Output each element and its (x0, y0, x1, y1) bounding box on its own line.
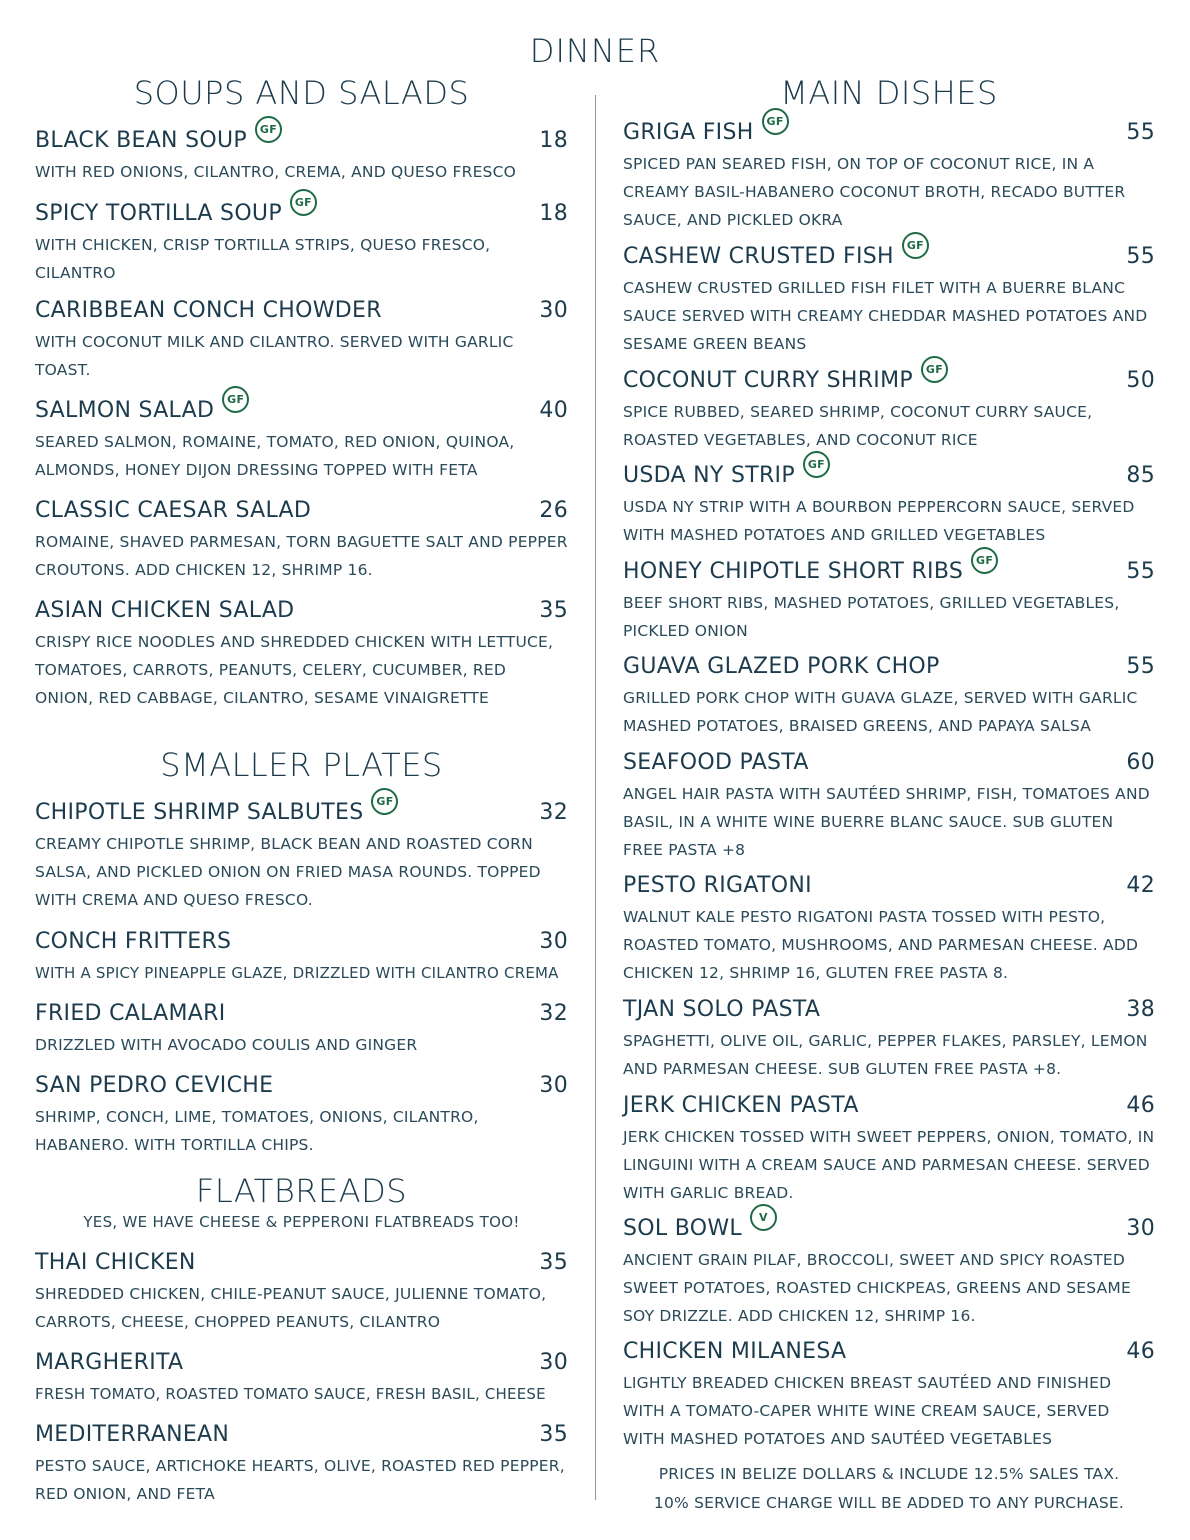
gluten-free-icon: GF (222, 386, 249, 413)
item-description: SEARED SALMON, ROMAINE, TOMATO, RED ONION, QUINOA, ALMONDS, HONEY DIJON DRESSING TOPPED WITH FETA (35, 433, 515, 479)
item-name: COCONUT CURRY SHRIMP (623, 367, 913, 393)
item-name: CHIPOTLE SHRIMP SALBUTES (35, 799, 364, 825)
item-name: FRIED CALAMARI (35, 1000, 226, 1026)
item-price: 55 (1126, 558, 1155, 584)
item-price: 30 (1126, 1215, 1155, 1241)
footer-tax-note: PRICES IN BELIZE DOLLARS & INCLUDE 12.5% SALES TAX. (658, 1465, 1120, 1483)
gluten-free-icon: GF (921, 356, 948, 383)
menu-item-jerk-chicken-pasta (623, 1091, 1155, 1207)
item-price: 32 (539, 1000, 568, 1026)
item-price: 50 (1126, 367, 1155, 393)
menu-item-griga-fish (623, 114, 1155, 234)
item-name: SAN PEDRO CEVICHE (35, 1072, 274, 1098)
gluten-free-icon: GF (255, 116, 282, 143)
item-price: 32 (539, 799, 568, 825)
item-name: CLASSIC CAESAR SALAD (35, 497, 312, 523)
item-price: 40 (539, 397, 568, 423)
item-name: MEDITERRANEAN (35, 1421, 230, 1447)
item-price: 30 (539, 297, 568, 323)
item-description: GRILLED PORK CHOP WITH GUAVA GLAZE, SERVED WITH GARLIC MASHED POTATOES, BRAISED GREENS, AND PAPAYA SALSA (623, 689, 1138, 735)
item-price: 18 (539, 127, 568, 153)
menu-item-caribbean-conch-chowder (35, 296, 568, 384)
item-name: BLACK BEAN SOUP (35, 127, 247, 153)
soups-section-title: SOUPS AND SALADS (133, 74, 470, 112)
menu-item-mediterranean (35, 1420, 568, 1508)
menu-item-black-bean-soup (35, 122, 568, 186)
menu-item-margherita (35, 1348, 568, 1408)
item-description: SPAGHETTI, OLIVE OIL, GARLIC, PEPPER FLAKES, PARSLEY, LEMON AND PARMESAN CHEESE. SUB GLUTEN FREE PASTA +8. (623, 1032, 1148, 1078)
flatbreads-section-title: FLATBREADS (195, 1172, 408, 1210)
item-description: WITH A SPICY PINEAPPLE GLAZE, DRIZZLED WITH CILANTRO CREMA (35, 964, 559, 982)
item-price: 46 (1126, 1092, 1155, 1118)
menu-item-tjan-solo-pasta (623, 995, 1155, 1083)
menu-item-sol-bowl (623, 1210, 1155, 1330)
menu-item-honey-chipotle-short-ribs (623, 553, 1155, 645)
gluten-free-icon: GF (902, 232, 929, 259)
item-name: SEAFOOD PASTA (623, 749, 809, 775)
item-price: 30 (539, 1072, 568, 1098)
item-description: JERK CHICKEN TOSSED WITH SWEET PEPPERS, ONION, TOMATO, IN LINGUINI WITH A CREAM SAUCE AND PARMESAN CHEESE. SERVED WITH GARLIC BREAD. (623, 1128, 1155, 1202)
item-name: CHICKEN MILANESA (623, 1338, 847, 1364)
item-description: SHRIMP, CONCH, LIME, TOMATOES, ONIONS, CILANTRO, HABANERO. WITH TORTILLA CHIPS. (35, 1108, 479, 1154)
main-dishes-section-title: MAIN DISHES (780, 74, 998, 112)
menu-item-conch-fritters (35, 927, 568, 987)
item-name: JERK CHICKEN PASTA (623, 1092, 859, 1118)
menu-item-thai-chicken (35, 1248, 568, 1336)
page-title: DINNER (529, 32, 661, 70)
item-price: 55 (1126, 243, 1155, 269)
item-price: 55 (1126, 653, 1155, 679)
item-name: THAI CHICKEN (35, 1249, 196, 1275)
item-price: 18 (539, 200, 568, 226)
item-description: CASHEW CRUSTED GRILLED FISH FILET WITH A BUERRE BLANC SAUCE SERVED WITH CREAMY CHEDDAR MASHED POTATOES AND SESAME GREEN BEANS (623, 279, 1148, 353)
menu-item-classic-caesar-salad (35, 496, 568, 584)
item-description: SHREDDED CHICKEN, CHILE-PEANUT SAUCE, JULIENNE TOMATO, CARROTS, CHEESE, CHOPPED PEANUTS, CILANTRO (35, 1285, 547, 1331)
item-name: CONCH FRITTERS (35, 928, 232, 954)
item-price: 46 (1126, 1338, 1155, 1364)
item-price: 35 (539, 597, 568, 623)
menu-item-seafood-pasta (623, 748, 1155, 864)
flatbreads-note: YES, WE HAVE CHEESE & PEPPERONI FLATBREADS TOO! (83, 1213, 520, 1231)
gluten-free-icon: GF (762, 108, 789, 135)
item-price: 30 (539, 928, 568, 954)
item-price: 85 (1126, 462, 1155, 488)
item-price: 35 (539, 1421, 568, 1447)
item-price: 30 (539, 1349, 568, 1375)
menu-item-usda-ny-strip (623, 457, 1155, 549)
menu-item-salmon-salad (35, 392, 568, 484)
item-description: WITH RED ONIONS, CILANTRO, CREMA, AND QUESO FRESCO (35, 163, 517, 181)
item-description: SPICE RUBBED, SEARED SHRIMP, COCONUT CURRY SAUCE, ROASTED VEGETABLES, AND COCONUT RICE (623, 403, 1093, 449)
item-price: 26 (539, 497, 568, 523)
item-name: GRIGA FISH (623, 119, 754, 145)
item-name: GUAVA GLAZED PORK CHOP (623, 653, 940, 679)
footer-service-note: 10% SERVICE CHARGE WILL BE ADDED TO ANY PURCHASE. (653, 1494, 1125, 1512)
item-description: USDA NY STRIP WITH A BOURBON PEPPERCORN SAUCE, SERVED WITH MASHED POTATOES AND GRILLED VEGETABLES (623, 498, 1135, 544)
item-name: SOL BOWL (623, 1215, 742, 1241)
item-description: WALNUT KALE PESTO RIGATONI PASTA TOSSED WITH PESTO, ROASTED TOMATO, MUSHROOMS, AND PARMESAN CHEESE. ADD CHICKEN 12, SHRIMP 16, GLUTEN FREE PASTA 8. (623, 908, 1139, 982)
menu-item-chipotle-shrimp-salbutes (35, 794, 568, 914)
vegetarian-icon: V (750, 1204, 777, 1231)
gluten-free-icon: GF (371, 788, 398, 815)
item-price: 55 (1126, 119, 1155, 145)
menu-item-fried-calamari (35, 999, 568, 1059)
smaller-plates-section-title: SMALLER PLATES (160, 746, 443, 784)
item-name: ASIAN CHICKEN SALAD (35, 597, 295, 623)
column-divider (595, 95, 596, 1500)
item-description: WITH CHICKEN, CRISP TORTILLA STRIPS, QUESO FRESCO, CILANTRO (35, 236, 491, 282)
menu-item-chicken-milanesa (623, 1337, 1155, 1453)
item-description: SPICED PAN SEARED FISH, ON TOP OF COCONUT RICE, IN A CREAMY BASIL-HABANERO COCONUT BROTH, RECADO BUTTER SAUCE, AND PICKLED OKRA (623, 155, 1126, 229)
item-description: LIGHTLY BREADED CHICKEN BREAST SAUTÉED AND FINISHED WITH A TOMATO-CAPER WHITE WINE CREAM SAUCE, SERVED WITH MASHED POTATOES AND SAUTÉED VEGETABLES (623, 1374, 1112, 1448)
item-price: 60 (1126, 749, 1155, 775)
item-name: PESTO RIGATONI (623, 872, 812, 898)
item-description: FRESH TOMATO, ROASTED TOMATO SAUCE, FRESH BASIL, CHEESE (35, 1385, 546, 1403)
item-price: 35 (539, 1249, 568, 1275)
item-price: 38 (1126, 996, 1155, 1022)
menu-item-asian-chicken-salad (35, 596, 568, 712)
menu-item-san-pedro-ceviche (35, 1071, 568, 1159)
item-description: BEEF SHORT RIBS, MASHED POTATOES, GRILLED VEGETABLES, PICKLED ONION (623, 594, 1120, 640)
item-description: ROMAINE, SHAVED PARMESAN, TORN BAGUETTE SALT AND PEPPER CROUTONS. ADD CHICKEN 12, SHRIMP 16. (35, 533, 568, 579)
item-description: DRIZZLED WITH AVOCADO COULIS AND GINGER (35, 1036, 418, 1054)
item-name: HONEY CHIPOTLE SHORT RIBS (623, 558, 964, 584)
menu-item-pesto-rigatoni (623, 871, 1155, 987)
item-name: CASHEW CRUSTED FISH (623, 243, 894, 269)
pricing-footer (623, 1460, 1155, 1518)
item-description: PESTO SAUCE, ARTICHOKE HEARTS, OLIVE, ROASTED RED PEPPER, RED ONION, AND FETA (35, 1457, 565, 1503)
item-name: CARIBBEAN CONCH CHOWDER (35, 297, 382, 323)
item-price: 42 (1126, 872, 1155, 898)
gluten-free-icon: GF (971, 547, 998, 574)
item-name: TJAN SOLO PASTA (623, 996, 821, 1022)
item-description: WITH COCONUT MILK AND CILANTRO. SERVED WITH GARLIC TOAST. (35, 333, 514, 379)
gluten-free-icon: GF (803, 451, 830, 478)
item-name: SALMON SALAD (35, 397, 215, 423)
item-name: MARGHERITA (35, 1349, 184, 1375)
menu-item-guava-glazed-pork-chop (623, 652, 1155, 740)
gluten-free-icon: GF (290, 189, 317, 216)
item-description: CREAMY CHIPOTLE SHRIMP, BLACK BEAN AND ROASTED CORN SALSA, AND PICKLED ONION ON FRIED MASA ROUNDS. TOPPED WITH CREMA AND QUESO FRESCO. (35, 835, 541, 909)
menu-item-cashew-crusted-fish (623, 238, 1155, 358)
item-description: CRISPY RICE NOODLES AND SHREDDED CHICKEN WITH LETTUCE, TOMATOES, CARROTS, PEANUTS, CELERY, CUCUMBER, RED ONION, RED CABBAGE, CILANTRO, SESAME VINAIGRETTE (35, 633, 554, 707)
menu-item-coconut-curry-shrimp (623, 362, 1155, 454)
item-name: SPICY TORTILLA SOUP (35, 200, 282, 226)
item-name: USDA NY STRIP (623, 462, 795, 488)
item-description: ANGEL HAIR PASTA WITH SAUTÉED SHRIMP, FISH, TOMATOES AND BASIL, IN A WHITE WINE BUERRE BLANC SAUCE. SUB GLUTEN FREE PASTA +8 (623, 785, 1150, 859)
item-description: ANCIENT GRAIN PILAF, BROCCOLI, SWEET AND SPICY ROASTED SWEET POTATOES, ROASTED CHICKPEAS, GREENS AND SESAME SOY DRIZZLE. ADD CHICKEN 12, SHRIMP 16. (623, 1251, 1131, 1325)
menu-item-spicy-tortilla-soup (35, 195, 568, 287)
